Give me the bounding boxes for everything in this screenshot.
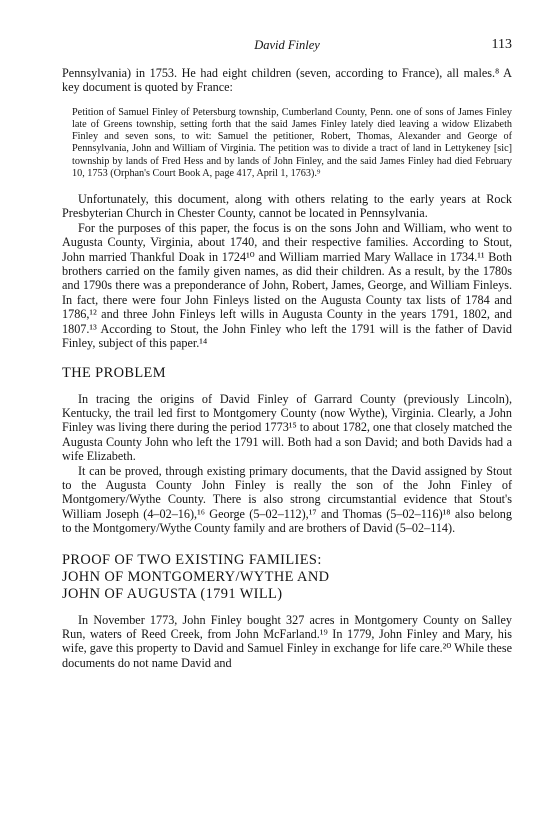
- section-heading-problem: THE PROBLEM: [62, 364, 166, 381]
- heading-line: JOHN OF AUGUSTA (1791 WILL): [62, 585, 283, 602]
- paragraph-continuation: Pennsylvania) in 1753. He had eight children (seven, according to France), all males.⁸ A key document is quoted by France:: [62, 66, 512, 95]
- page-header: [62, 36, 512, 58]
- body-text: [62, 66, 512, 670]
- page-number: 113: [491, 37, 512, 52]
- paragraph: It can be proved, through existing primary documents, that the David assigned by Stout to the Augusta County John Finley is really the son of the John Finley of Montgomery/Wythe County. There is also strong circumstantial evidence that Stout's William Joseph (4–02–16),¹⁶ George (5–02–112),¹⁷ and Thomas (5–02–116)¹⁸ also belong to the Montgomery/Wythe County family and are brothers of David (5–02–114).: [62, 463, 512, 536]
- paragraph: In November 1773, John Finley bought 327 acres in Montgomery County on Salley Run, waters of Reed Creek, from John McFarland.¹⁹ In 1779, John Finley and Mary, his wife, gave this property to David and Samuel Finley in exchange for life care.²⁰ While these documents do not name David and: [62, 612, 512, 670]
- block-quote: Petition of Samuel Finley of Petersburg township, Cumberland County, Penn. one of sons of James Finley late of Greens township, setting forth that the said James Finley lately died leaving a widow Elizabeth Finley and seven sons, to wit: Samuel the petitioner, Robert, Thomas, Alexander and George of Pennsylvania, John and William of Virginia. The petition was to divide a tract of land in Lettykeney [sic] township by lands of Fred Hess and by lands of John Finley, and the said James Finley had died February 10, 1753 (Orphan's Court Book A, page 417, April 1, 1763).⁹: [72, 106, 512, 179]
- running-title: David Finley: [254, 38, 320, 52]
- section-heading-proof: [62, 552, 512, 603]
- paragraph: For the purposes of this paper, the focus is on the sons John and William, who went to Augusta County, Virginia, about 1740, and their respective families. According to Stout, John married Thankful Doak in 1724¹⁰ and William married Mary Wallace in 1734.¹¹ Both brothers carried on the family given names, as did their children. As a result, by the 1780s and 1790s there was a preponderance of John, Robert, James, George, and William Finleys. In fact, there were four John Finleys listed on the Augusta County tax lists of 1784 and 1786,¹² and three John Finleys left wills in Augusta County in the years 1791, 1802, and 1807.¹³ According to Stout, the John Finley who left the 1791 will is the father of David Finley, subject of this paper.¹⁴: [62, 220, 512, 351]
- heading-line: JOHN OF MONTGOMERY/WYTHE AND: [62, 568, 330, 585]
- paragraph: Unfortunately, this document, along with others relating to the early years at Rock Presbyterian Church in Chester County, cannot be located in Pennsylvania.: [62, 192, 512, 221]
- paragraph: In tracing the origins of David Finley of Garrard County (previously Lincoln), Kentucky, the trail led first to Montgomery County (now Wythe), Virginia. Clearly, a John Finley was living there during the period 1773¹⁵ to about 1782, one that closely matched the Augusta County John who left the 1791 will. Both had a son David; and both Davids had a wife Elizabeth.: [62, 391, 512, 464]
- heading-line: PROOF OF TWO EXISTING FAMILIES:: [62, 551, 322, 568]
